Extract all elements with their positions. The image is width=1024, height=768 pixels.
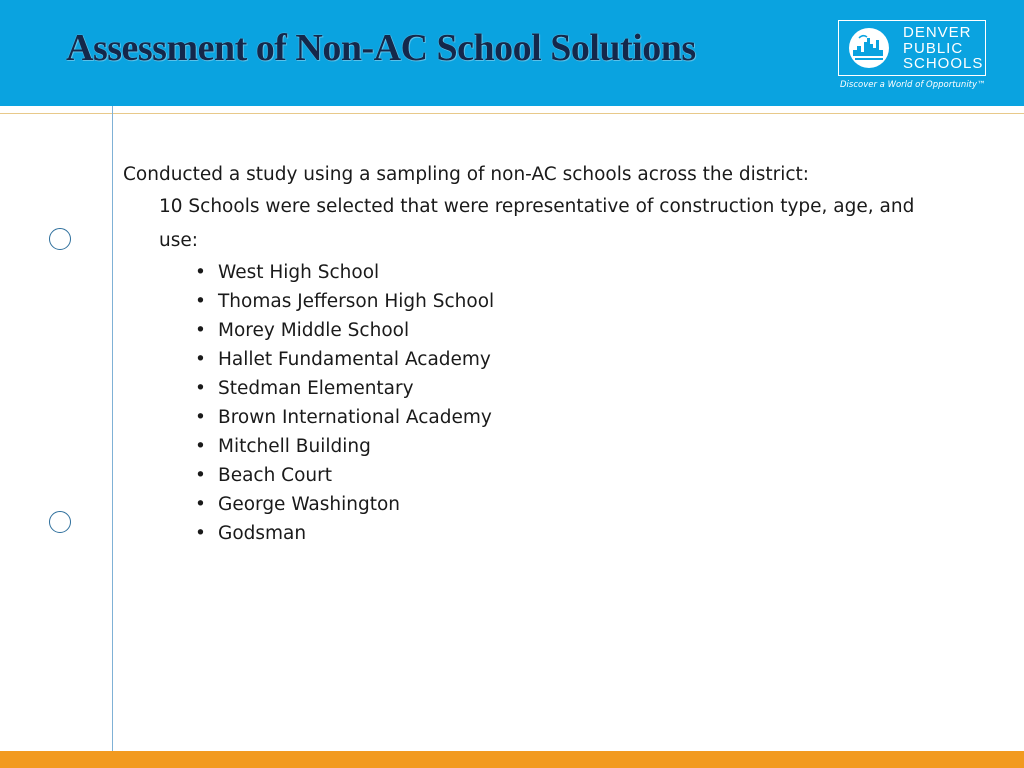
list-item (195, 316, 983, 345)
header-bar (0, 0, 1024, 106)
bullet-icon: • (195, 523, 206, 544)
selection-text: 10 Schools were selected that were representative of construction type, age, and use: (159, 196, 915, 251)
list-item (195, 345, 983, 374)
logo-wordmark (903, 25, 983, 72)
list-item (195, 258, 983, 287)
logo-tagline: Discover a World of Opportunity™ (840, 80, 986, 90)
list-item (195, 403, 983, 432)
dps-logo (838, 20, 986, 76)
school-name: Beach Court (218, 465, 333, 486)
header-divider (0, 113, 1024, 114)
slide-body (123, 160, 983, 548)
logo-line: DENVER (903, 24, 972, 41)
bullet-icon: • (195, 262, 206, 283)
bullet-icon: • (195, 378, 206, 399)
binder-hole-icon (49, 511, 71, 533)
footer-bar (0, 751, 1024, 768)
list-item (195, 432, 983, 461)
list-item (195, 490, 983, 519)
logo-line: SCHOOLS (903, 55, 984, 72)
bullet-icon: • (195, 320, 206, 341)
school-name: Stedman Elementary (218, 378, 414, 399)
list-item (195, 374, 983, 403)
list-item (195, 519, 983, 548)
list-item (195, 287, 983, 316)
intro-text: Conducted a study using a sampling of non-AC schools across the district: (123, 164, 810, 185)
school-list (123, 258, 983, 548)
city-skyline-icon (847, 26, 891, 70)
bullet-icon: • (195, 436, 206, 457)
school-name: Morey Middle School (218, 320, 410, 341)
bullet-icon: • (195, 349, 206, 370)
school-name: George Washington (218, 494, 401, 515)
page-title: Assessment of Non-AC School Solutions (66, 27, 696, 69)
bullet-icon: • (195, 407, 206, 428)
school-name: Mitchell Building (218, 436, 371, 457)
school-name: Godsman (218, 523, 307, 544)
bullet-icon: • (195, 291, 206, 312)
binder-hole-icon (49, 228, 71, 250)
notebook-margin-line (112, 106, 113, 751)
logo-line: PUBLIC (903, 39, 964, 57)
school-name: West High School (218, 262, 380, 283)
school-name: Thomas Jefferson High School (218, 291, 495, 312)
bullet-icon: • (195, 465, 206, 486)
list-item (195, 461, 983, 490)
school-name: Hallet Fundamental Academy (218, 349, 491, 370)
bullet-icon: • (195, 494, 206, 515)
school-name: Brown International Academy (218, 407, 492, 428)
